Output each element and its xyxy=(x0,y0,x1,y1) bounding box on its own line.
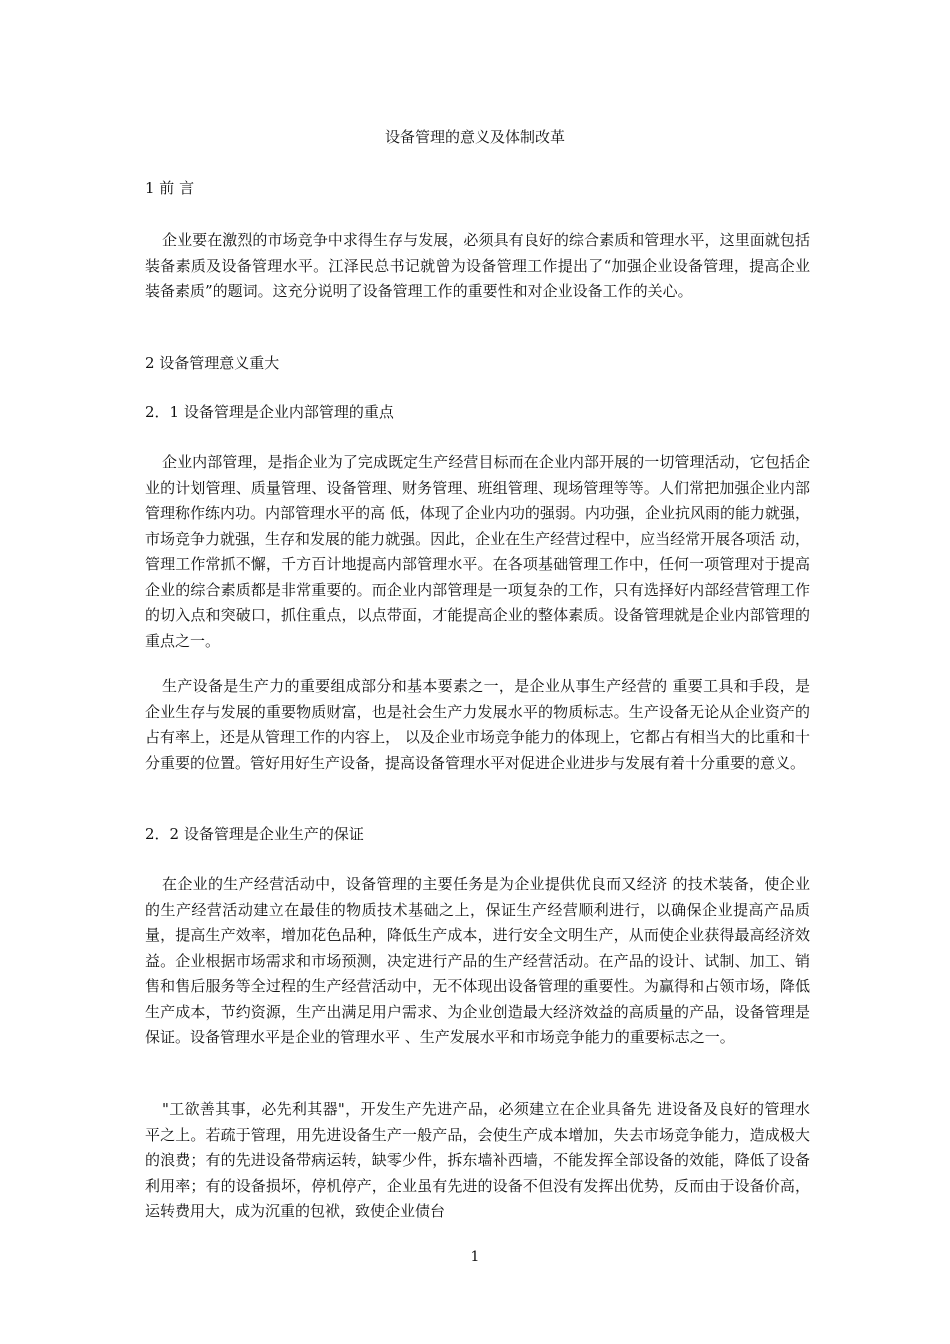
paragraph-2-2-a: 在企业的生产经营活动中，设备管理的主要任务是为企业提供优良而又经济 的技术装备，使企业的生产经营活动建立在最佳的物质技术基础之上，保证生产经营顺利进行，以确保企业提高产品质量，提高生产效率，增加花色品种，降低生产成本，进行安全文明生产，从而使企业获得最高经济效益。企业根据市场需求和市场预测，决定进行产品的生产经营活动。在产品的设计、试制、加工、销 售和售后服务等全过程的生产经营活动中，无不体现出设备管理的重要性。为赢得和占领市场，降低生产成本，节约资源，生产出满足用户需求、为企业创造最大经济效益的高质量的产品，设备管理是保证。设备管理水平是企业的管理水平 、生产发展水平和市场竞争能力的重要标志之一。 xyxy=(145,875,810,1046)
paragraph-2-1-b: 生产设备是生产力的重要组成部分和基本要素之一，是企业从事生产经营的 重要工具和手段，是企业生存与发展的重要物质财富，也是社会生产力发展水平的物质标志。生产设备无论从企业资产的占有率上，还是从管理工作的内容上， 以及企业市场竞争能力的体现上，它都占有相当大的比重和十分重要的位置。管好用好生产设备，提高设备管理水平对促进企业进步与发展有着十分重要的意义。 xyxy=(145,677,810,772)
section-heading-2-2: 2．2 设备管理是企业生产的保证 xyxy=(145,825,364,843)
document-title: 设备管理的意义及体制改革 xyxy=(384,128,565,146)
section-heading-2-1: 2．1 设备管理是企业内部管理的重点 xyxy=(145,403,394,421)
paragraph-2-2-b: "工欲善其事，必先利其器"，开发生产先进产品，必须建立在企业具备先 进设备及良好的管理水平之上。若疏于管理，用先进设备生产一般产品，会使生产成本增加，失去市场竞争能力，造成极大的浪费；有的先进设备带病运转，缺零少件，拆东墙补西墙，不能发挥全部设备的效能，降低了设备利用率；有的设备损坏，停机停产，企业虽有先进的设备不但没有发挥出优势，反而由于设备价高，运转费用大，成为沉重的包袱，致使企业债台 xyxy=(145,1100,810,1220)
section-heading-2: 2 设备管理意义重大 xyxy=(145,354,280,372)
paragraph-preface: 企业要在激烈的市场竞争中求得生存与发展，必须具有良好的综合素质和管理水平，这里面就包括装备素质及设备管理水平。江泽民总书记就曾为设备管理工作提出了“加强企业设备管理，提高企业装备素质”的题词。这充分说明了设备管理工作的重要性和对企业设备工作的关心。 xyxy=(145,231,810,300)
section-heading-preface: 1 前 言 xyxy=(145,179,195,197)
paragraph-2-1-a: 企业内部管理，是指企业为了完成既定生产经营目标而在企业内部开展的一切管理活动，它包括企业的计划管理、质量管理、设备管理、财务管理、班组管理、现场管理等等。人们常把加强企业内部管理称作练内功。内部管理水平的高 低，体现了企业内功的强弱。内功强，企业抗风雨的能力就强，市场竞争力就强，生存和发展的能力就强。因此，企业在生产经营过程中，应当经常开展各项活 动，管理工作常抓不懈，千方百计地提高内部管理水平。在各项基础管理工作中，任何一项管理对于提高企业的综合素质都是非常重要的。而企业内部管理是一项复杂的工作，只有选择好内部经营管理工作的切入点和突破口，抓住重点，以点带面，才能提高企业的整体素质。设备管理就是企业内部管理的重点之一。 xyxy=(145,453,810,650)
page-number: 1 xyxy=(470,1249,480,1265)
